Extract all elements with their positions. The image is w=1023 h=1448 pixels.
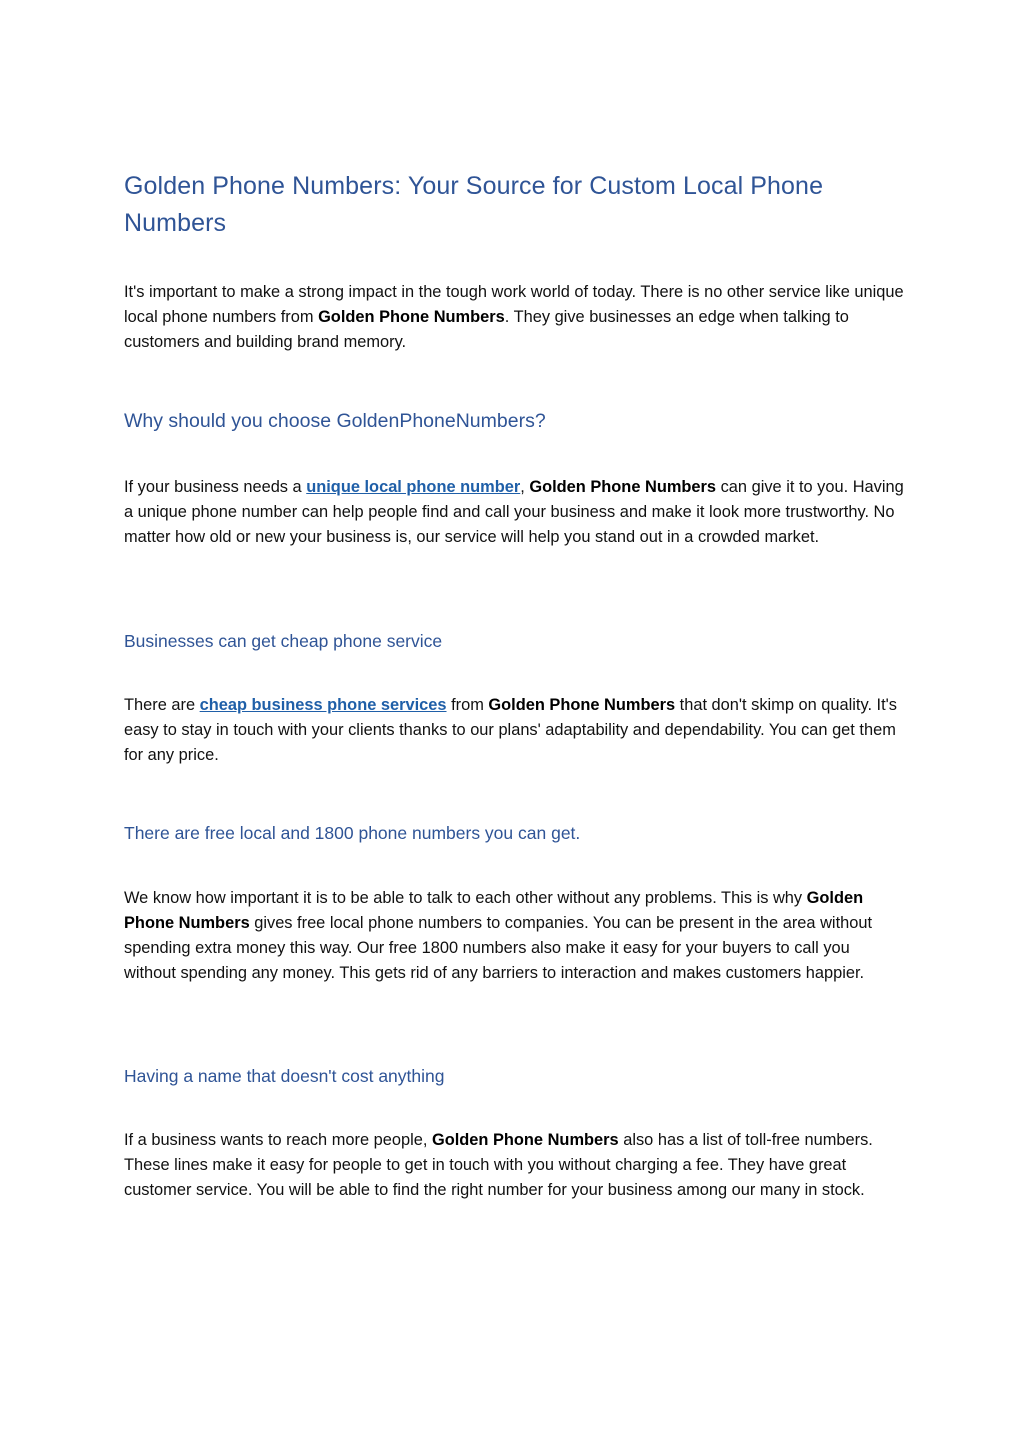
section2-brand: Golden Phone Numbers — [488, 696, 676, 714]
section3-paragraph — [124, 886, 904, 986]
section2-heading: Businesses can get cheap phone service — [124, 631, 443, 651]
intro-paragraph — [124, 280, 904, 355]
section2-text-2: from — [446, 696, 489, 714]
page-title: Golden Phone Numbers: Your Source for Custom Local Phone Numbers — [124, 172, 824, 237]
section1-brand: Golden Phone Numbers — [529, 478, 717, 496]
intro-text-1: It's important to make a strong impact in the tough work world of today. There is no other service like unique local phone numbers from — [124, 283, 904, 326]
section2-paragraph — [124, 693, 904, 768]
section3-text-2: gives free local phone numbers to companies. You can be present in the area without spending extra money this way. Our free 1800 numbers also make it easy for your buyers to call you without spending any money. This gets rid of any barriers to interaction and makes customers happier. — [124, 914, 873, 982]
cheap-business-phone-services-link[interactable]: cheap business phone services — [199, 696, 447, 714]
unique-local-phone-number-link[interactable]: unique local phone number — [306, 478, 521, 496]
section1-heading: Why should you choose GoldenPhoneNumbers? — [124, 410, 546, 432]
section3-text-1: We know how important it is to be able to talk to each other without any problems. This is why — [124, 889, 807, 907]
section1-text-1: If your business needs a — [124, 478, 307, 496]
section3-heading: There are free local and 1800 phone numbers you can get. — [124, 823, 581, 843]
section1-paragraph — [124, 475, 904, 550]
section2-text-1: There are — [124, 696, 200, 714]
section1-text-3: can give it to you. Having a unique phone number can help people find and call your business and make it look more trustworthy. No matter how old or new your business is, our service will help you stand out in a crowded market. — [124, 478, 904, 546]
section4-text-2: also has a list of toll-free numbers. These lines make it easy for people to get in touch with you without charging a fee. They have great customer service. You will be able to find the right number for your business among our many in stock. — [124, 1131, 873, 1199]
section4-paragraph — [124, 1128, 904, 1203]
section3-brand: Golden Phone Numbers — [124, 889, 864, 932]
intro-brand: Golden Phone Numbers — [318, 308, 505, 326]
section2-text-3: that don't skimp on quality. It's easy to stay in touch with your clients thanks to our plans' adaptability and dependability. You can get them for any price. — [124, 696, 897, 764]
section4-text-1: If a business wants to reach more people, — [124, 1131, 432, 1149]
section4-heading: Having a name that doesn't cost anything — [124, 1066, 445, 1086]
section1-text-2: , — [520, 478, 530, 496]
intro-text-2: . They give businesses an edge when talking to customers and building brand memory. — [124, 308, 849, 351]
section4-brand: Golden Phone Numbers — [431, 1131, 619, 1149]
